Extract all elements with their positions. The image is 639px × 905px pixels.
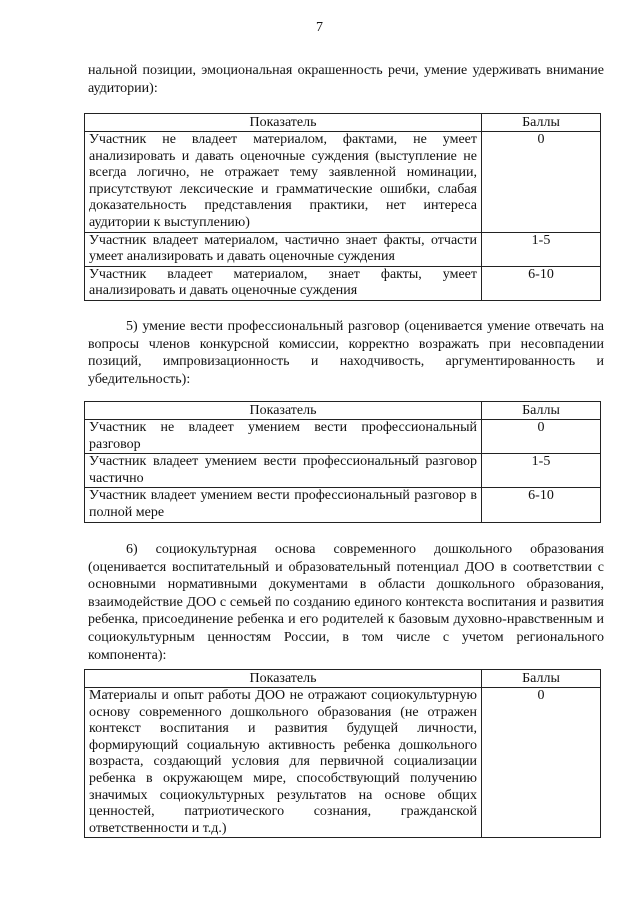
header-indicator: Показатель <box>85 402 482 420</box>
criteria-table-1 <box>84 113 601 301</box>
row-score: 1-5 <box>482 454 601 488</box>
table-row <box>85 454 601 488</box>
row-description: Участник владеет материалом, знает факты, умеет анализировать и давать оценочные суждения <box>85 266 482 300</box>
row-score: 0 <box>482 688 601 838</box>
criteria-table-3 <box>84 669 601 838</box>
row-description: Участник не владеет умением вести профессиональный разговор <box>85 420 482 454</box>
table-header-row <box>85 670 601 688</box>
row-description: Участник владеет умением вести профессиональный разговор в полной мере <box>85 488 482 522</box>
row-score: 0 <box>482 420 601 454</box>
page-number: 7 <box>316 20 323 35</box>
table-header-row <box>85 114 601 132</box>
section-5-paragraph: 5) умение вести профессиональный разговор (оценивается умение отвечать на вопросы членов конкурсной комиссии, корректно возражать при несовпадении позиций, импровизационность и находчивость, аргументированность и убедительность): <box>88 319 604 387</box>
table-row <box>85 488 601 522</box>
row-score: 1-5 <box>482 232 601 266</box>
row-description: Материалы и опыт работы ДОО не отражают социокультурную основу современного дошкольного образования (не отражен контекст воспитания и развития будущей личности, формирующий социальную активность ребенка дошкольного возраста, создающий условия для первичной социализации ребенка в окружающем мире, способствующий получению значимых социокультурных результатов на основе общих ценностей, патриотического сознания, гражданской ответственности и т.д.) <box>85 688 482 838</box>
section-6-paragraph: 6) социокультурная основа современного дошкольного образования (оценивается воспитательный и образовательный потенциал ДОО в соответствии с основными нормативными документами в области дошкольного образования, взаимодействие ДОО с семьей по созданию единого контекста воспитания и развития ребенка, присоединение ребенка и его родителей к базовым духовно-нравственным и социокультурным ценностям России, в том числе с учетом регионального компонента): <box>88 542 604 663</box>
table-row <box>85 420 601 454</box>
table-row <box>85 132 601 233</box>
table-header-row <box>85 402 601 420</box>
table-row <box>85 688 601 838</box>
header-indicator: Показатель <box>85 670 482 688</box>
header-indicator: Показатель <box>85 114 482 132</box>
intro-paragraph: нальной позиции, эмоциональная окрашенность речи, умение удерживать внимание аудитории): <box>88 63 604 96</box>
table-row <box>85 266 601 300</box>
row-description: Участник владеет материалом, частично знает факты, отчасти умеет анализировать и давать оценочные суждения <box>85 232 482 266</box>
header-points: Баллы <box>482 114 601 132</box>
row-score: 6-10 <box>482 488 601 522</box>
row-description: Участник владеет умением вести профессиональный разговор частично <box>85 454 482 488</box>
header-points: Баллы <box>482 402 601 420</box>
table-row <box>85 232 601 266</box>
row-score: 6-10 <box>482 266 601 300</box>
row-score: 0 <box>482 132 601 233</box>
header-points: Баллы <box>482 670 601 688</box>
row-description: Участник не владеет материалом, фактами, не умеет анализировать и давать оценочные суждения (выступление не всегда логично, не отражает тему заявленной номинации, присутствуют лексические и грамматические ошибки, слабая доказательность представления практики, нет интереса аудитории к выступлению) <box>85 132 482 233</box>
criteria-table-2 <box>84 401 601 523</box>
